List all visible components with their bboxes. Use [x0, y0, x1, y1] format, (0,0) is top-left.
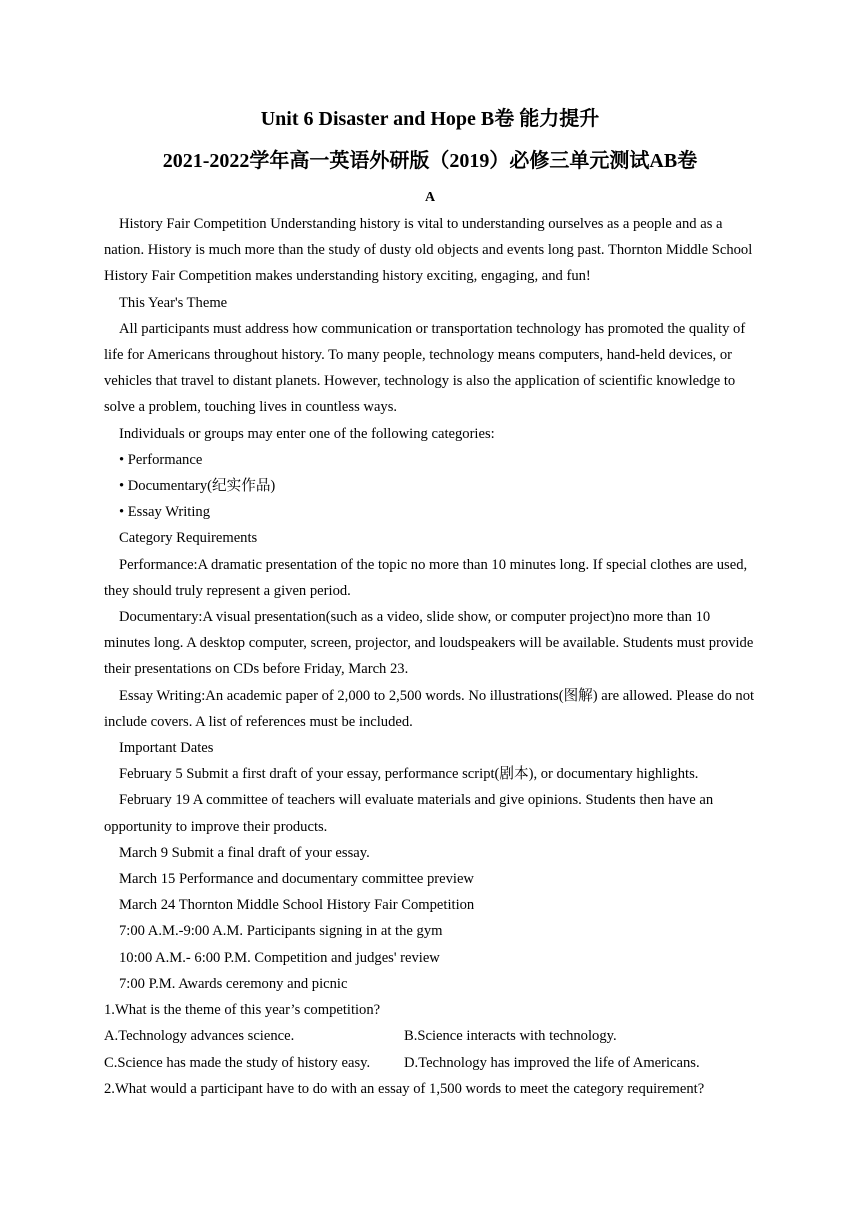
paragraph-documentary: Documentary:A visual presentation(such as a video, slide show, or computer project)no more than 10 minutes long. A desktop computer, screen, projector, and loudspeakers will be available. Students must provide their presentations on CDs before Friday, March 23.: [104, 609, 754, 678]
paragraph-intro: History Fair Competition Understanding history is vital to understanding ourselves as a people and as a nation. History is much more than the study of dusty old objects and events long past. Thornton Middle School History Fair Competition makes understanding history exciting, engaging, and fun!: [104, 216, 753, 285]
document-subtitle: 2021-2022学年高一英语外研版（2019）必修三单元测试AB卷: [162, 150, 698, 172]
date-feb-19: February 19 A committee of teachers will evaluate materials and give opinions. Students then have an opportunity to improve their products.: [104, 792, 714, 835]
paragraph-performance: Performance:A dramatic presentation of the topic no more than 10 minutes long. If special clothes are used, they should truly represent a given period.: [104, 556, 748, 599]
date-mar-9: March 9 Submit a final draft of your essay.: [119, 844, 370, 861]
paragraph-theme: All participants must address how communication or transportation technology has promoted the quality of life for Americans throughout history. To many people, technology means computers, hand-held devices, or vehicles that travel to distant planets. However, technology is also the application of scientific knowledge to solve a problem, touching lives in countless ways.: [104, 320, 746, 416]
heading-requirements: Category Requirements: [119, 530, 258, 547]
heading-theme: This Year's Theme: [119, 294, 228, 311]
document-title: Unit 6 Disaster and Hope B卷 能力提升: [260, 108, 600, 130]
question-1-stem: 1.What is the theme of this year’s competition?: [104, 1002, 381, 1019]
paragraph-categories: Individuals or groups may enter one of the following categories:: [119, 425, 495, 442]
date-feb-5: February 5 Submit a first draft of your essay, performance script(剧本), or documentary highlights.: [119, 766, 699, 783]
passage-label: A: [424, 190, 436, 205]
passage-body: [104, 211, 756, 1102]
heading-dates: Important Dates: [119, 740, 214, 757]
list-item-performance: • Performance: [119, 451, 203, 468]
question-1-options-row-2: [104, 1050, 756, 1076]
schedule-awards: 7:00 P.M. Awards ceremony and picnic: [119, 975, 348, 992]
question-1-option-c: C.Science has made the study of history easy.: [104, 1054, 371, 1071]
question-1-option-b: B.Science interacts with technology.: [404, 1028, 617, 1045]
schedule-signin: 7:00 A.M.-9:00 A.M. Participants signing in at the gym: [119, 923, 443, 940]
schedule-competition: 10:00 A.M.- 6:00 P.M. Competition and judges' review: [119, 949, 440, 966]
list-item-documentary: • Documentary(纪实作品): [119, 478, 276, 495]
question-1-option-d: D.Technology has improved the life of Americans.: [404, 1054, 700, 1071]
question-1-option-a: A.Technology advances science.: [104, 1028, 295, 1045]
question-2-stem: 2.What would a participant have to do with an essay of 1,500 words to meet the category requirement?: [104, 1080, 705, 1097]
paragraph-essay: Essay Writing:An academic paper of 2,000 to 2,500 words. No illustrations(图解) are allowed. Please do not include covers. A list of references must be included.: [104, 687, 755, 730]
list-item-essay: • Essay Writing: [119, 504, 210, 521]
question-1-options-row-1: [104, 1023, 756, 1049]
date-mar-24: March 24 Thornton Middle School History Fair Competition: [119, 897, 475, 914]
date-mar-15: March 15 Performance and documentary committee preview: [119, 871, 474, 888]
